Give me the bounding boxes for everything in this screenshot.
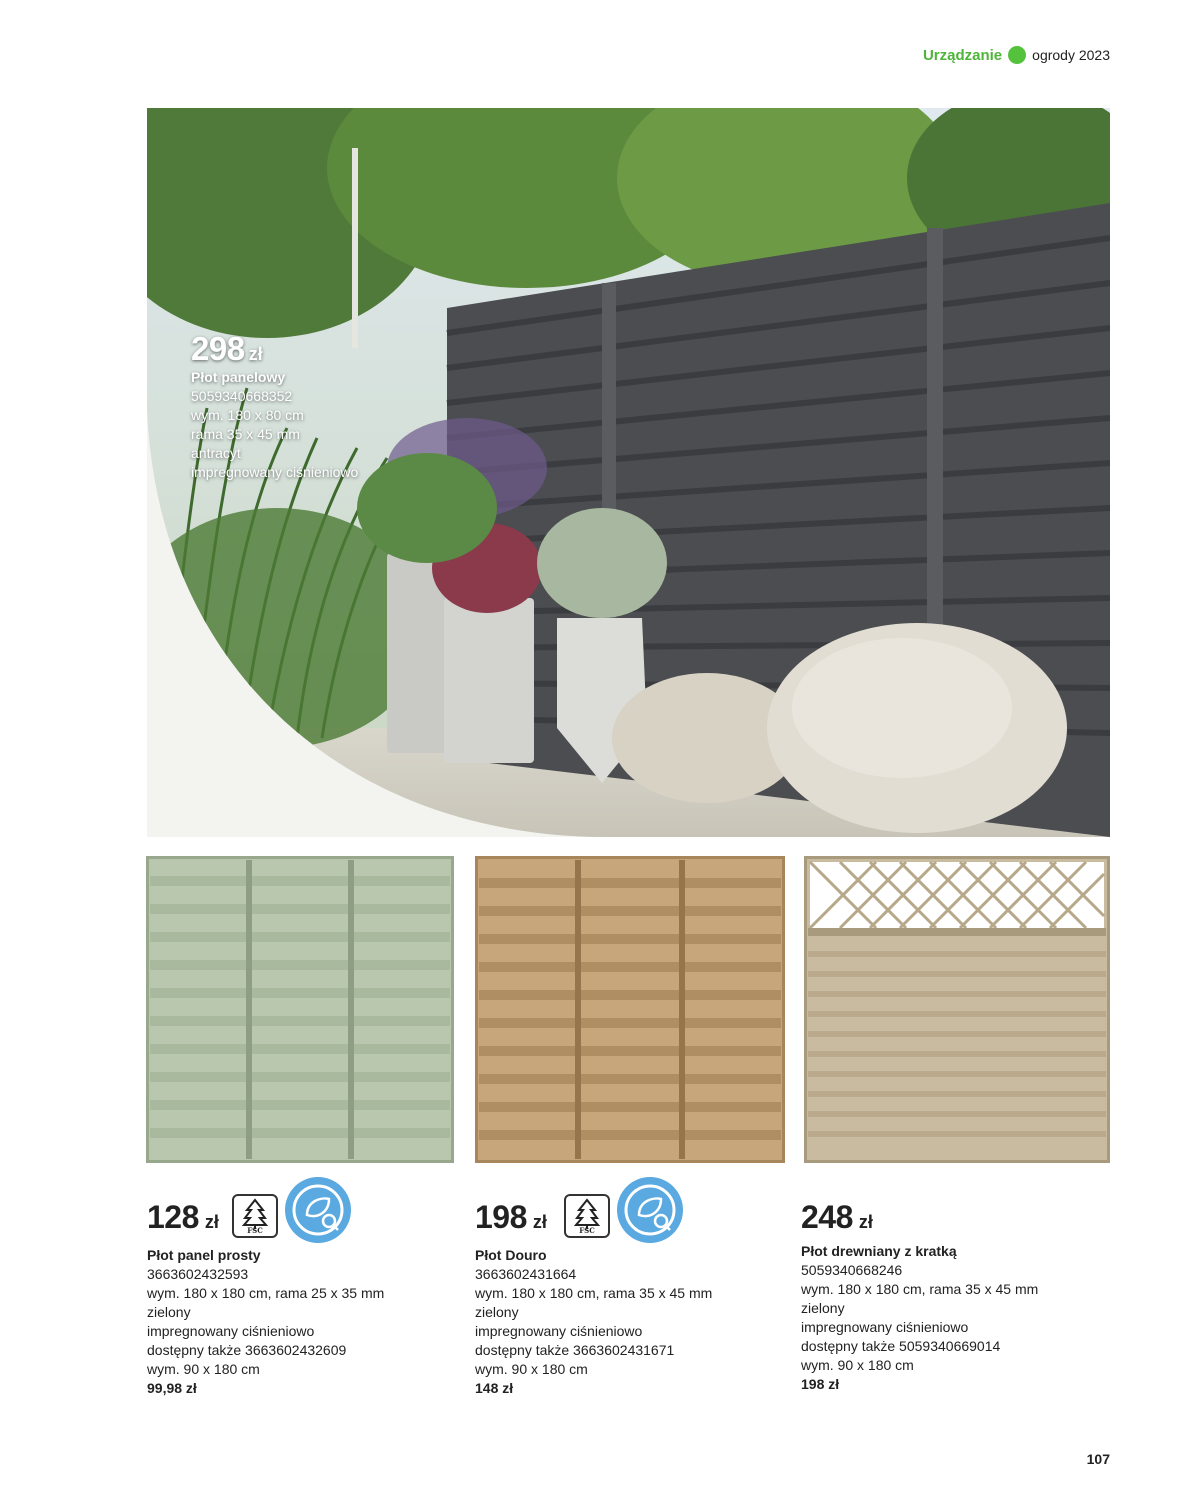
hero-product-frame: rama 35 x 45 mm bbox=[191, 426, 300, 442]
product-also-available: dostępny także 5059340669014 bbox=[801, 1338, 1001, 1354]
section-category: Urządzanie bbox=[922, 46, 1003, 64]
hero-price-tag bbox=[191, 330, 358, 482]
hero-product-code: 5059340668352 bbox=[191, 388, 293, 404]
price-amount: 128 bbox=[147, 1199, 199, 1235]
product-also-dims: wym. 90 x 180 cm bbox=[475, 1361, 588, 1377]
product-info-3 bbox=[801, 1199, 1101, 1394]
product-price bbox=[801, 1199, 1101, 1242]
product-dims: wym. 180 x 180 cm, rama 35 x 45 mm bbox=[801, 1281, 1039, 1297]
product-code: 3663602432593 bbox=[147, 1266, 249, 1282]
product-also-available: dostępny także 3663602431671 bbox=[475, 1342, 675, 1358]
product-also-dims: wym. 90 x 180 cm bbox=[147, 1361, 260, 1377]
product-treatment: impregnowany ciśnieniowo bbox=[147, 1323, 315, 1339]
hero-product-dims: wym. 180 x 80 cm bbox=[191, 407, 304, 423]
product-also-price: 148 zł bbox=[475, 1380, 514, 1396]
fsc-label: FSC bbox=[579, 1226, 595, 1235]
product-image-douro bbox=[475, 856, 785, 1163]
product-also-dims: wym. 90 x 180 cm bbox=[801, 1357, 914, 1373]
hero-image bbox=[147, 108, 1110, 837]
hero-product-color: antracyt bbox=[191, 445, 241, 461]
product-dims: wym. 180 x 180 cm, rama 25 x 35 mm bbox=[147, 1285, 385, 1301]
price-currency: zł bbox=[204, 1212, 219, 1232]
product-price bbox=[475, 1199, 775, 1246]
product-name: Płot Douro bbox=[475, 1247, 547, 1263]
section-subtitle: ogrody 2023 bbox=[1032, 47, 1110, 63]
page-number: 107 bbox=[1086, 1451, 1110, 1467]
product-name: Płot drewniany z kratką bbox=[801, 1243, 957, 1259]
fsc-label: FSC bbox=[247, 1226, 263, 1235]
price-currency: zł bbox=[532, 1212, 547, 1232]
product-treatment: impregnowany ciśnieniowo bbox=[475, 1323, 643, 1339]
product-color: zielony bbox=[475, 1304, 519, 1320]
product-color: zielony bbox=[147, 1304, 191, 1320]
product-color: zielony bbox=[801, 1300, 845, 1316]
price-amount: 248 bbox=[801, 1199, 853, 1235]
product-code: 5059340668246 bbox=[801, 1262, 903, 1278]
product-also-available: dostępny także 3663602432609 bbox=[147, 1342, 347, 1358]
product-image-panel-prosty bbox=[146, 856, 454, 1163]
product-price bbox=[147, 1199, 447, 1246]
price-amount: 198 bbox=[475, 1199, 527, 1235]
product-name: Płot panel prosty bbox=[147, 1247, 261, 1263]
product-info-2 bbox=[475, 1199, 775, 1398]
green-dot-icon bbox=[1008, 46, 1026, 64]
product-also-price: 198 zł bbox=[801, 1376, 840, 1392]
page-header bbox=[923, 46, 1110, 64]
product-also-price: 99,98 zł bbox=[147, 1380, 197, 1396]
hero-price-amount: 298 bbox=[191, 330, 245, 367]
hero-product-name: Płot panelowy bbox=[191, 369, 286, 385]
product-treatment: impregnowany ciśnieniowo bbox=[801, 1319, 969, 1335]
hero-price-currency: zł bbox=[248, 344, 263, 364]
product-image-kratka bbox=[804, 856, 1110, 1163]
hero-product-treatment: impregnowany ciśnieniowo bbox=[191, 464, 359, 480]
price-currency: zł bbox=[858, 1212, 873, 1232]
product-dims: wym. 180 x 180 cm, rama 35 x 45 mm bbox=[475, 1285, 713, 1301]
product-code: 3663602431664 bbox=[475, 1266, 577, 1282]
product-info-1 bbox=[147, 1199, 447, 1398]
